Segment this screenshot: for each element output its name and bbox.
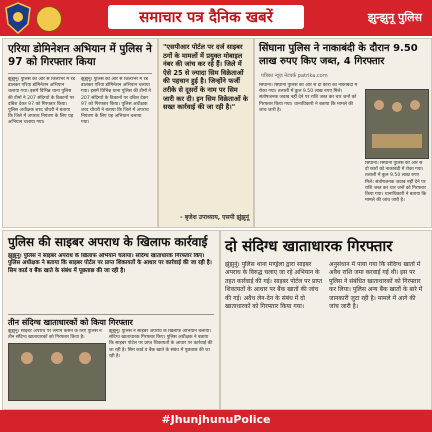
clip-headline: एरिया डोमिनेशन अभियान में पुलिस ने 97 को गिरफ्तार किया <box>8 43 152 68</box>
sub-body-col2: झुंझुनूं। पुलिस ने साइबर अपराध के खिलाफ अभियान चलाया। संदिग्ध खाताधारक गिरफ्तार किए। पुलिस अधीक्षक ने बताया कि साइबर पोर्टल पर प्राप्त शिकायतों के आधार पर कार्रवाई की जा रही है। सिम कार्ड व बैंक खाते के संबंध में पूछताछ की जा रही है। <box>109 329 213 359</box>
clip-body-col2: झुंझुनूं। पुलिस की ओर से जिलाभर में रेड डालकर एरिया डोमिनेशन अभियान चलाया गया। इसमें विभिन्न थाना पुलिस की टीमों ने 207 संदिग्धों के ठिकानों पर दबिश देकर 97 को गिरफ्तार किया। पुलिस अधीक्षक शरद चौधरी ने बताया कि जिले में अपराध नियंत्रण के लिए यह अभियान चलाया गया। <box>81 77 151 126</box>
rajasthan-seal-icon <box>36 6 62 32</box>
news-clip-cyber-action <box>2 230 220 410</box>
page-title: समाचार पत्र दैनिक खबरें <box>108 5 304 29</box>
person-face-icon <box>374 100 384 110</box>
district-label: झुन्झुनू पुलिस <box>367 11 422 24</box>
clip-body: झुंझुनूं। पुलिस ने साइबर अपराध के खिलाफ अभियान चलाया। संदिग्ध खाताधारक गिरफ्तार किए। पुलिस अधीक्षक ने बताया कि साइबर पोर्टल पर प्राप्त शिकायतों के आधार पर कार्रवाई की जा रही है। सिम कार्ड व बैंक खाते के संबंध में पूछताछ की जा रही है। <box>8 253 212 274</box>
clip-body-col2: सिंघाना। सिंघाना पुलिस की ओर से दो कारों को नाकाबंदी में रोका गया। तलाशी में कुल 9.50 लाख रुपए मिले। संतोषजनक जवाब नहीं देने पर राशि जब्त कर चार जनों को गिरफ्तार किया गया। थानाधिकारी ने बताया कि मामले की जांच जारी है। <box>365 161 427 204</box>
footer-hashtag: #JhunjhunuPolice <box>161 413 271 426</box>
sub-headline: तीन संदिग्ध खाताधारकों को किया गिरफ्तार <box>8 318 133 327</box>
clip-body: झुंझुनूं। पुलिस की ओर से जिलाभर में रेड डालकर एरिया डोमिनेशन अभियान चलाया गया। इसमें विभिन्न थाना पुलिस की टीमों ने 207 संदिग्धों के ठिकानों पर दबिश देकर 97 को गिरफ्तार किया। पुलिस अधीक्षक शरद चौधरी ने बताया कि जिले में अपराध नियंत्रण के लिए यह अभियान चलाया गया। <box>8 77 75 126</box>
sub-body: झुंझुनूं। साइबर अपराध पर लगाम कसने के लिए पुलिस ने तीन संदिग्ध खाताधारकों को गिरफ्तार किया है। <box>8 329 102 341</box>
person-face-icon <box>51 352 63 364</box>
divider <box>8 314 214 315</box>
police-emblem-icon <box>4 2 32 34</box>
clip-body-right: अनुसंधान में पाया गया कि संदिग्ध खातों में अवैध राशि जमा करवाई गई थी। इस पर पुलिस ने संबंधित खाताधारकों को गिरफ्तार कर लिया। पुलिस अन्य बैंक खातों के बारे में जानकारी जुटा रही है। मामले में आगे की जांच जारी है। <box>329 261 423 311</box>
photo-seized-cash <box>365 89 429 159</box>
person-face-icon <box>79 352 91 364</box>
source-label: पत्रिका न्यूज़ नेटवर्क patrika.com <box>261 73 328 79</box>
quote-attribution: - बृजेश उपाध्याय, एसपी झुंझुनूं <box>180 214 249 221</box>
clip-headline: सिंघाना पुलिस ने नाकाबंदी के दौरान 9.50 लाख रुपए किए जब्त, 4 गिरफ्तार <box>259 43 418 67</box>
quote-text: "एसपीआर पोर्टल पर दर्ज साइबर ठगों के मामलों में प्रयुक्त मोबाइल नंबर की जांच कर रहे हैं। जिले में ऐसे 25 से ज्यादा सिम विक्रेताओं की पहचान हुई है। जिन्होंने फर्जी तरीके से दूसरों के नाम पर सिम जारी कर दी। इन सिम विक्रेताओं के सख्त कार्रवाई की जा रही है।" <box>163 43 248 112</box>
news-clip-sp-quote <box>158 38 254 228</box>
clip-body-left: झुंझुनूं। पुलिस थाना मण्ड्रेला द्वारा साइबर अपराध के विरुद्ध चलाए जा रहे अभियान के तहत कार्रवाई की गई। साइबर पोर्टल पर प्राप्त शिकायतों के आधार पर बैंक खातों की जांच की गई। अवैध लेन-देन के संबंध में दो खाताधारकों को गिरफ्तार किया गया। <box>225 261 323 311</box>
news-clip-singhana <box>254 38 432 228</box>
photo-arrested-accused <box>8 343 106 401</box>
news-clip-area-domination <box>2 38 158 228</box>
divider <box>8 73 152 74</box>
person-face-icon <box>410 100 420 110</box>
news-clip-two-account-holders <box>220 230 432 410</box>
clip-body: सिंघाना। सिंघाना पुलिस की ओर से दो कारों को नाकाबंदी में रोका गया। तलाशी में कुल 9.50 लाख रुपए मिले। संतोषजनक जवाब नहीं देने पर राशि जब्त कर चार जनों को गिरफ्तार किया गया। थानाधिकारी ने बताया कि मामले की जांच जारी है। <box>259 83 358 113</box>
clip-headline: दो संदिग्ध खाताधारक गिरफ्तार <box>225 237 393 255</box>
person-face-icon <box>21 352 33 364</box>
person-face-icon <box>392 102 402 112</box>
cash-table <box>372 134 422 148</box>
clip-headline: पुलिस की साइबर अपराध के खिलाफ कार्रवाई <box>8 235 208 249</box>
